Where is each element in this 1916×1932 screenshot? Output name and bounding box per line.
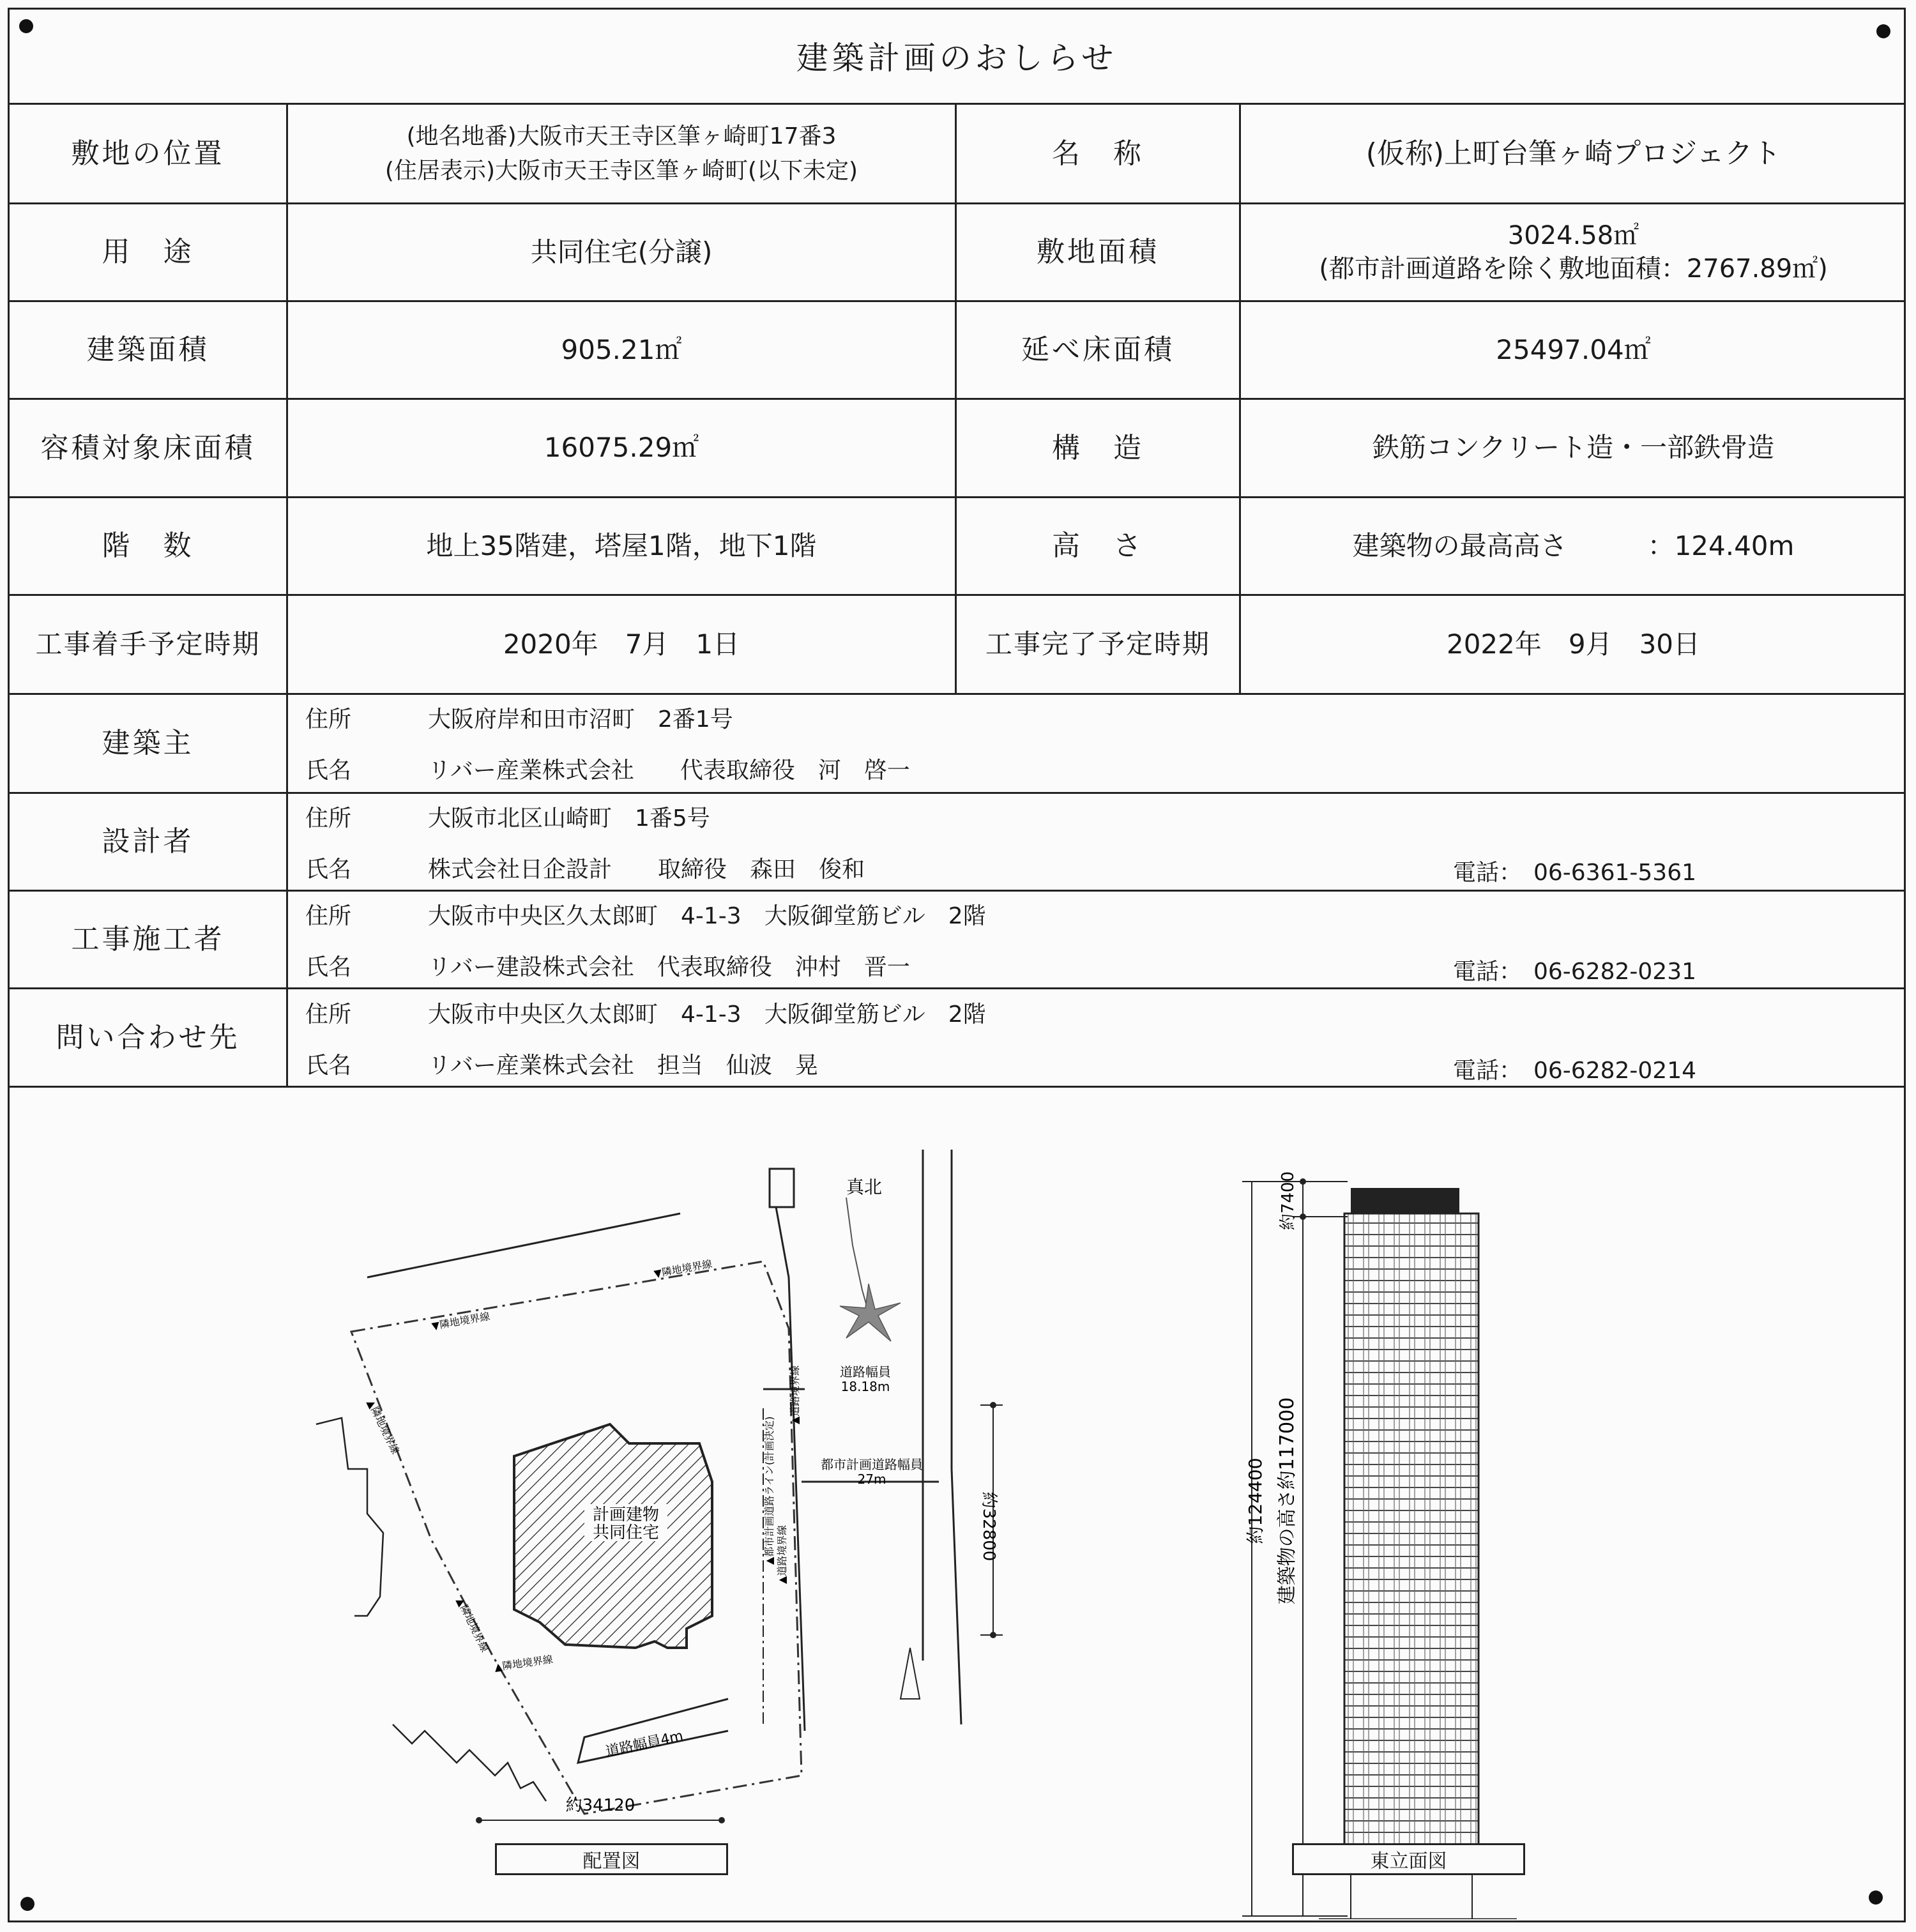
road-edge-left (776, 1207, 805, 1731)
dim-dot (1300, 1178, 1306, 1185)
dim-dot (990, 1632, 996, 1638)
site-lot-number: (地名地番)大阪市天王寺区筆ヶ崎町17番3 (406, 123, 837, 149)
neighbor-building-west (316, 1418, 383, 1616)
drawings (10, 1086, 1904, 1919)
tower-body (1344, 1213, 1479, 1865)
designer-addr-key: 住所 (305, 805, 352, 832)
value-total-floor-area: 25497.04㎡ (1496, 333, 1651, 365)
elevation-dim-top: 約7400 (1279, 1171, 1298, 1231)
label-start-date: 工事着手予定時期 (35, 628, 261, 660)
dim-dot (718, 1817, 725, 1823)
owner-address: 大阪府岸和田市沼町 2番1号 (428, 706, 733, 733)
dim-dot (990, 1402, 996, 1408)
boundary-label-top-1: ▼隣地境界線 (430, 1310, 491, 1332)
traffic-arrow-icon (901, 1648, 920, 1699)
city-road-label: 都市計画道路幅員 (821, 1457, 923, 1472)
site-address: (住居表示)大阪市天王寺区筆ヶ崎町(以下未定) (384, 157, 858, 184)
owner-name-key: 氏名 (305, 757, 352, 784)
elevation-dim-total: 約124400 (1245, 1457, 1266, 1544)
boundary-label-road: ▲道路境界線 (789, 1365, 801, 1424)
boundary-label-west: ▲隣地境界線 (365, 1397, 402, 1456)
dim-dot (1300, 1213, 1306, 1220)
value-site-area (1241, 204, 1906, 300)
value-end-date: 2022年 9月 30日 (1446, 628, 1701, 660)
contractor-addr-key: 住所 (305, 903, 352, 929)
value-far-floor-area: 16075.29㎡ (544, 432, 699, 464)
value-building-area: 905.21㎡ (561, 333, 682, 365)
site-area-total: 3024.58㎡ (1507, 221, 1639, 250)
designer-name-key: 氏名 (305, 856, 352, 883)
label-name: 名 称 (1052, 137, 1144, 170)
value-site-location (288, 105, 955, 202)
city-plan-road-label: ▲都市計画道路ライン(計画決定) (763, 1416, 775, 1565)
building-label-1: 計画建物 (592, 1505, 660, 1525)
label-floors: 階 数 (102, 529, 194, 563)
owner-name: リバー産業株式会社 代表取締役 河 啓一 (428, 757, 910, 784)
label-contact: 問い合わせ先 (56, 1021, 240, 1054)
east-elevation (1242, 1171, 1517, 1919)
site-plan-caption: 配置図 (495, 1843, 728, 1875)
value-structure: 鉄筋コンクリート造・一部鉄骨造 (1372, 432, 1775, 464)
row-divider (8, 792, 1906, 794)
city-road-value: 27m (857, 1472, 886, 1487)
neighbor-line-top (367, 1213, 680, 1277)
owner-addr-key: 住所 (305, 706, 352, 733)
designer-address: 大阪市北区山崎町 1番5号 (428, 805, 710, 832)
site-area-excluding-road: (都市計画道路を除く敷地面積：2767.89㎡) (1319, 254, 1828, 284)
contact-addr-key: 住所 (305, 1001, 352, 1028)
neighbor-building-south (393, 1724, 546, 1801)
label-building-area: 建築面積 (86, 333, 209, 367)
north-arrow (846, 1198, 869, 1312)
narrow-road (578, 1699, 728, 1763)
value-height: 建築物の最高高さ ：124.40m (1352, 529, 1795, 561)
contact-address: 大阪市中央区久太郎町 4-1-3 大阪御堂筋ビル 2階 (428, 1001, 986, 1028)
value-name: (仮称)上町台筆ヶ崎プロジェクト (1365, 137, 1781, 170)
north-label: 真北 (846, 1176, 883, 1198)
contact-name-key: 氏名 (305, 1053, 352, 1079)
label-designer: 設計者 (102, 825, 194, 858)
dim-dot (476, 1817, 482, 1823)
contact-name: リバー産業株式会社 担当 仙波 晃 (428, 1053, 818, 1079)
contractor-name-key: 氏名 (305, 954, 352, 980)
row-divider (8, 987, 1906, 989)
label-use: 用 途 (102, 236, 194, 269)
boundary-label-top-2: ▼隣地境界線 (653, 1258, 713, 1280)
contractor-name: リバー建設株式会社 代表取締役 沖村 晋一 (428, 954, 910, 980)
boundary-label-road-lower: ▲道路境界線 (776, 1525, 788, 1584)
boundary-label-southwest: ▲隣地境界線 (454, 1595, 491, 1654)
road-width-1-value: 18.18m (840, 1379, 890, 1394)
site-plan (316, 1150, 1003, 1823)
dim-right-label: 約32800 (979, 1491, 998, 1562)
road-edge-right-lower (952, 1469, 961, 1724)
road-width-2-label: 道路幅員4m (604, 1728, 685, 1760)
notice-title: 建築計画のおしらせ (8, 8, 1906, 105)
label-total-floor-area: 延べ床面積 (1021, 333, 1175, 367)
value-floors: 地上35階建，塔屋1階，地下1階 (426, 529, 817, 561)
elevation-dim-building: 建築物の高さ約117000 (1276, 1397, 1298, 1605)
value-use: 共同住宅(分譲) (530, 236, 713, 268)
designer-phone: 電話： 06-6361-5361 (1453, 860, 1697, 886)
boundary-label-south: ▲隣地境界線 (493, 1653, 554, 1673)
building-label-2: 共同住宅 (592, 1523, 660, 1542)
row-divider (8, 693, 1906, 695)
dim-bottom-label: 約34120 (565, 1796, 635, 1815)
row-divider (8, 890, 1906, 892)
label-end-date: 工事完了予定時期 (985, 628, 1210, 660)
utility-box (770, 1169, 794, 1207)
road-width-1-label: 道路幅員 (840, 1364, 891, 1380)
label-structure: 構 造 (1052, 431, 1144, 464)
penthouse-crown (1351, 1188, 1459, 1213)
contact-phone: 電話： 06-6282-0214 (1453, 1058, 1697, 1084)
label-site-location: 敷地の位置 (71, 137, 225, 170)
contractor-phone: 電話： 06-6282-0231 (1453, 959, 1697, 985)
label-contractor: 工事施工者 (71, 923, 225, 956)
label-height: 高 さ (1052, 529, 1144, 563)
label-far-floor-area: 容積対象床面積 (40, 431, 255, 464)
value-start-date: 2020年 7月 1日 (503, 628, 740, 660)
contractor-address: 大阪市中央区久太郎町 4-1-3 大阪御堂筋ビル 2階 (428, 903, 986, 929)
compass-rose-icon (840, 1284, 901, 1341)
elevation-caption: 東立面図 (1292, 1843, 1525, 1875)
designer-name: 株式会社日企設計 取締役 森田 俊和 (428, 856, 865, 883)
label-owner: 建築主 (102, 727, 194, 760)
label-site-area: 敷地面積 (1037, 236, 1159, 269)
